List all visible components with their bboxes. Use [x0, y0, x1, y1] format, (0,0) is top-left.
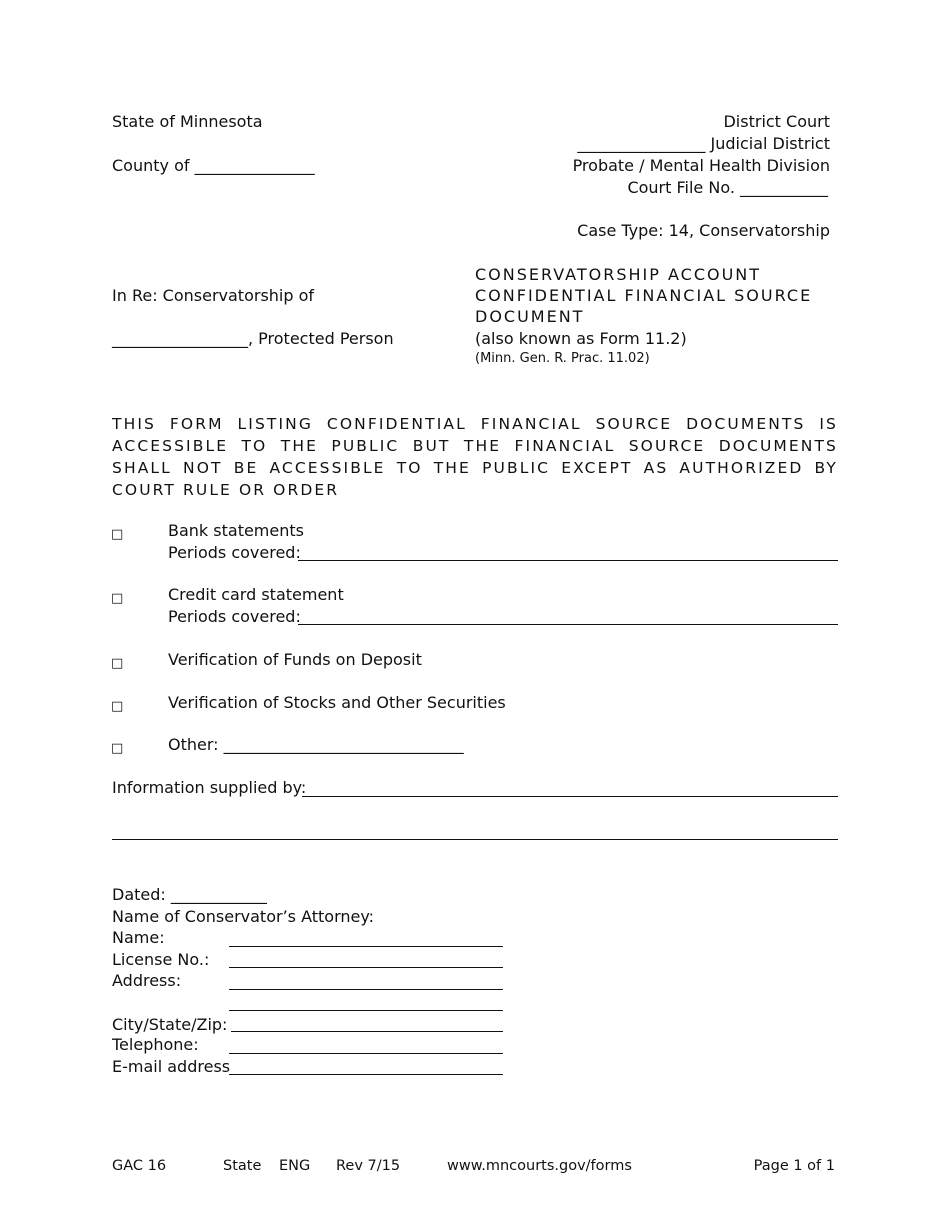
public-access-notice: THIS FORM LISTING CONFIDENTIAL FINANCIAL SOURCE DOCUMENTS IS ACCESSIBLE TO THE PUBLIC BUT THE FINANCIAL SOURCE DOCUMENTS SHALL NOT BE ACCESSIBLE TO THE PUBLIC EXCEPT AS AUTHORIZED BY COURT RULE OR ORDER: [112, 415, 838, 499]
footer-language: ENG: [279, 1158, 311, 1174]
footer-url-link[interactable]: www.mncourts.gov/forms: [447, 1158, 632, 1174]
footer-revision: Rev 7/15: [336, 1158, 401, 1174]
checkbox-other[interactable]: □: [111, 741, 124, 756]
funds-on-deposit-label: Verification of Funds on Deposit: [168, 650, 422, 669]
footer-page-number: Page 1 of 1: [753, 1158, 835, 1174]
city-input-line[interactable]: [231, 1031, 503, 1032]
credit-card-label: Credit card statement: [168, 585, 344, 604]
checkbox-bank-statements[interactable]: □: [111, 527, 124, 542]
form-title-line1: CONSERVATORSHIP ACCOUNT: [475, 265, 762, 284]
bank-periods-label: Periods covered:: [168, 543, 301, 562]
name-input-line[interactable]: [229, 946, 503, 947]
form-title-line3: DOCUMENT: [475, 307, 585, 326]
case-type-label: Case Type: 14, Conservatorship: [577, 221, 830, 240]
bank-periods-input-line[interactable]: [298, 560, 838, 561]
info-supplied-second-line[interactable]: [112, 839, 838, 840]
telephone-label: Telephone:: [112, 1035, 199, 1054]
judicial-district-field[interactable]: ________________ Judicial District: [577, 134, 830, 153]
other-field[interactable]: Other: ______________________________: [168, 735, 464, 754]
in-re-label: In Re: Conservatorship of: [112, 286, 315, 305]
division-label: Probate / Mental Health Division: [572, 156, 830, 175]
address-label: Address:: [112, 971, 182, 990]
credit-periods-input-line[interactable]: [298, 624, 838, 625]
footer-form-id: GAC 16: [112, 1158, 167, 1174]
address-input-line-2[interactable]: [229, 1010, 503, 1011]
name-label: Name:: [112, 928, 165, 947]
rule-citation: (Minn. Gen. R. Prac. 11.02): [475, 351, 650, 366]
checkbox-funds-on-deposit[interactable]: □: [111, 656, 124, 671]
state-label: State of Minnesota: [112, 112, 263, 131]
telephone-input-line[interactable]: [229, 1053, 503, 1054]
email-label: E-mail address: [112, 1057, 231, 1076]
credit-periods-label: Periods covered:: [168, 607, 301, 626]
form-aka: (also known as Form 11.2): [475, 329, 687, 348]
info-supplied-input-line[interactable]: [302, 796, 838, 797]
court-file-field[interactable]: Court File No. ___________: [627, 178, 828, 197]
stocks-label: Verification of Stocks and Other Securities: [168, 693, 506, 712]
info-supplied-label: Information supplied by:: [112, 778, 307, 797]
bank-statements-label: Bank statements: [168, 521, 304, 540]
checkbox-stocks[interactable]: □: [111, 699, 124, 714]
county-field[interactable]: County of _______________: [112, 156, 315, 175]
dated-field[interactable]: Dated: ____________: [112, 885, 267, 904]
email-input-line[interactable]: [229, 1074, 503, 1075]
license-input-line[interactable]: [229, 967, 503, 968]
city-label: City/State/Zip:: [112, 1015, 228, 1034]
court-label: District Court: [723, 112, 830, 131]
form-title-line2: CONFIDENTIAL FINANCIAL SOURCE: [475, 286, 813, 305]
protected-person-field[interactable]: _________________, Protected Person: [112, 329, 394, 348]
address-input-line-1[interactable]: [229, 989, 503, 990]
checkbox-credit-card[interactable]: □: [111, 591, 124, 606]
attorney-heading: Name of Conservator’s Attorney:: [112, 907, 375, 926]
footer-state: State: [223, 1158, 262, 1174]
license-label: License No.:: [112, 950, 210, 969]
